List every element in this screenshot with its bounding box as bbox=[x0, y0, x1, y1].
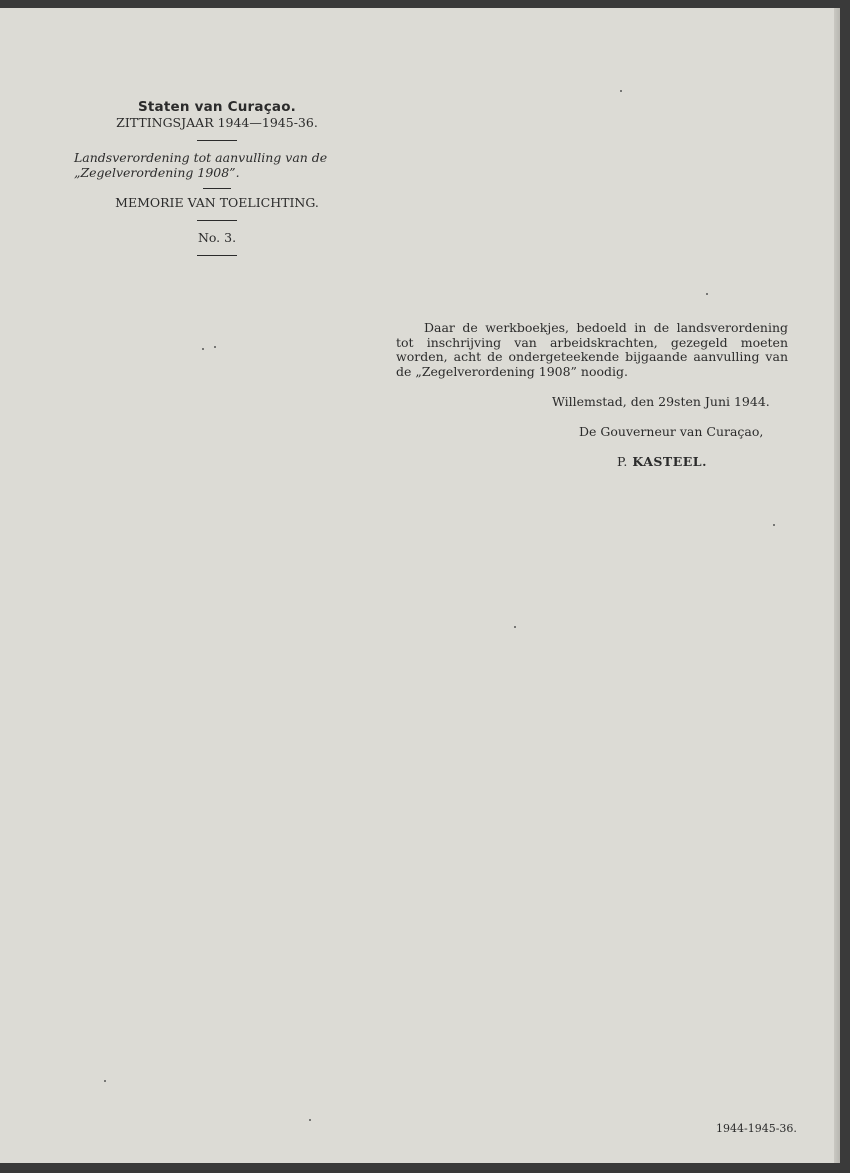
footer-code: 1944-1945-36. bbox=[716, 1122, 797, 1135]
paper-speck bbox=[620, 90, 622, 92]
divider bbox=[197, 140, 237, 141]
paper-speck bbox=[309, 1119, 311, 1121]
paper-speck bbox=[706, 293, 708, 295]
place-date: Willemstad, den 29sten Juni 1944. bbox=[552, 394, 770, 409]
subject-line: Landsverordening tot aanvulling van de „Zegelverordening 1908”. bbox=[74, 150, 328, 180]
paper-speck bbox=[104, 1080, 106, 1082]
paper-speck bbox=[773, 524, 775, 526]
signatory-title: De Gouverneur van Curaçao, bbox=[579, 424, 764, 439]
paper-speck bbox=[214, 346, 216, 348]
document-number: No. 3. bbox=[197, 230, 237, 245]
signatory-initial: P. bbox=[617, 454, 628, 469]
header-block bbox=[72, 100, 362, 265]
divider bbox=[197, 255, 237, 256]
document-page bbox=[0, 8, 840, 1163]
divider bbox=[197, 220, 237, 221]
signatory-surname: KASTEEL. bbox=[632, 454, 707, 469]
paper-speck bbox=[514, 626, 516, 628]
session-year: ZITTINGSJAAR 1944—1945-36. bbox=[116, 115, 318, 130]
assembly-name: Staten van Curaçao. bbox=[137, 99, 297, 115]
divider bbox=[203, 188, 231, 189]
signatory-name bbox=[617, 454, 707, 469]
document-type: MEMORIE VAN TOELICHTING. bbox=[115, 195, 319, 210]
body-paragraph: Daar de werkboekjes, bedoeld in de landsverordening tot inschrijving van arbeidskrachten, gezegeld moeten worden, acht de ondergeteekende bijgaande aanvulling van de „Zegelverordening 1908” noodig. bbox=[396, 320, 788, 379]
paper-speck bbox=[202, 348, 204, 350]
